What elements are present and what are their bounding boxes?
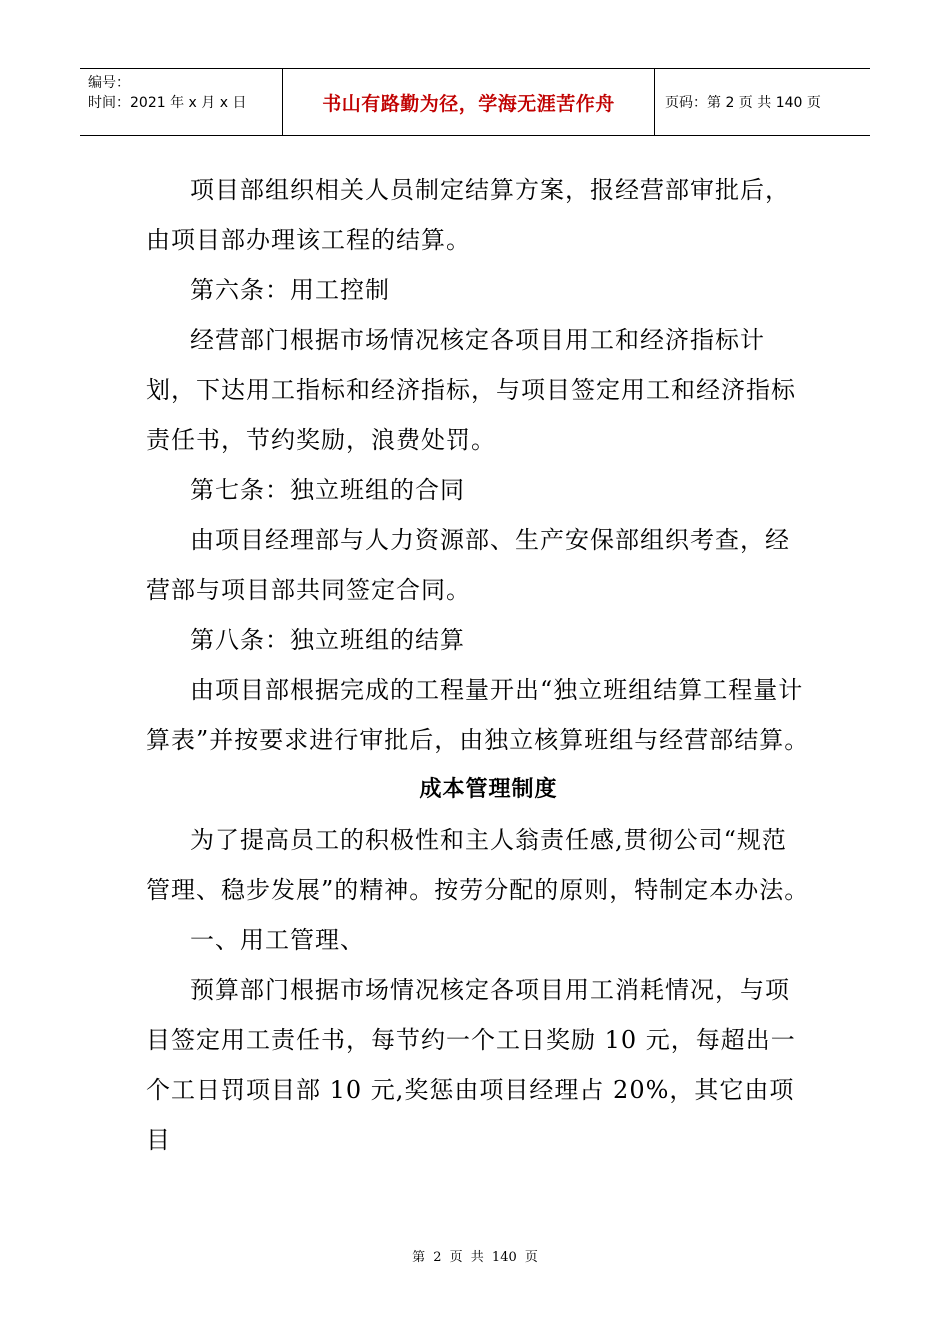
document-date: 时间：2021 年 x 月 x 日 [88, 95, 247, 111]
header-meta [80, 69, 283, 135]
article-6-title: 第六条：用工控制 [190, 276, 390, 304]
subsection-title: 一、用工管理、 [190, 926, 365, 954]
paragraph-labor-control: 经营部门根据市场情况核定各项目用工和经济指标计划，下达用工指标和经济指标，与项目签定用工和经济指标责任书，节约奖励，浪费处罚。 [146, 326, 796, 454]
paragraph-cost-intro: 为了提高员工的积极性和主人翁责任感,贯彻公司“规范管理、稳步发展”的精神。按劳分配的原则，特制定本办法。 [146, 826, 810, 904]
header-page-info: 页码：第 2 页 共 140 页 [665, 95, 821, 111]
document-number-label: 编号： [88, 75, 130, 91]
document-body [146, 165, 811, 1165]
paragraph-team-contract: 由项目经理部与人力资源部、生产安保部组织考查，经营部与项目部共同签定合同。 [146, 526, 790, 604]
header-motto: 书山有路勤为径，学海无涯苦作舟 [283, 69, 655, 135]
article-7-title: 第七条：独立班组的合同 [190, 476, 465, 504]
article-8-title: 第八条：独立班组的结算 [190, 626, 465, 654]
page-footer: 第 2 页 共 140 页 [412, 1250, 538, 1265]
paragraph-labor-management: 预算部门根据市场情况核定各项目用工消耗情况，与项目签定用工责任书，每节约一个工日奖励 10 元，每超出一个工日罚项目部 10 元,奖惩由项目经理占 20%，其它由项目 [146, 976, 796, 1154]
page-header [80, 68, 870, 136]
paragraph-settlement-plan: 项目部组织相关人员制定结算方案，报经营部审批后，由项目部办理该工程的结算。 [146, 176, 790, 254]
section-title: 成本管理制度 [419, 777, 558, 802]
paragraph-team-settlement: 由项目部根据完成的工程量开出“独立班组结算工程量计算表”并按要求进行审批后，由独立核算班组与经营部结算。 [146, 676, 810, 754]
